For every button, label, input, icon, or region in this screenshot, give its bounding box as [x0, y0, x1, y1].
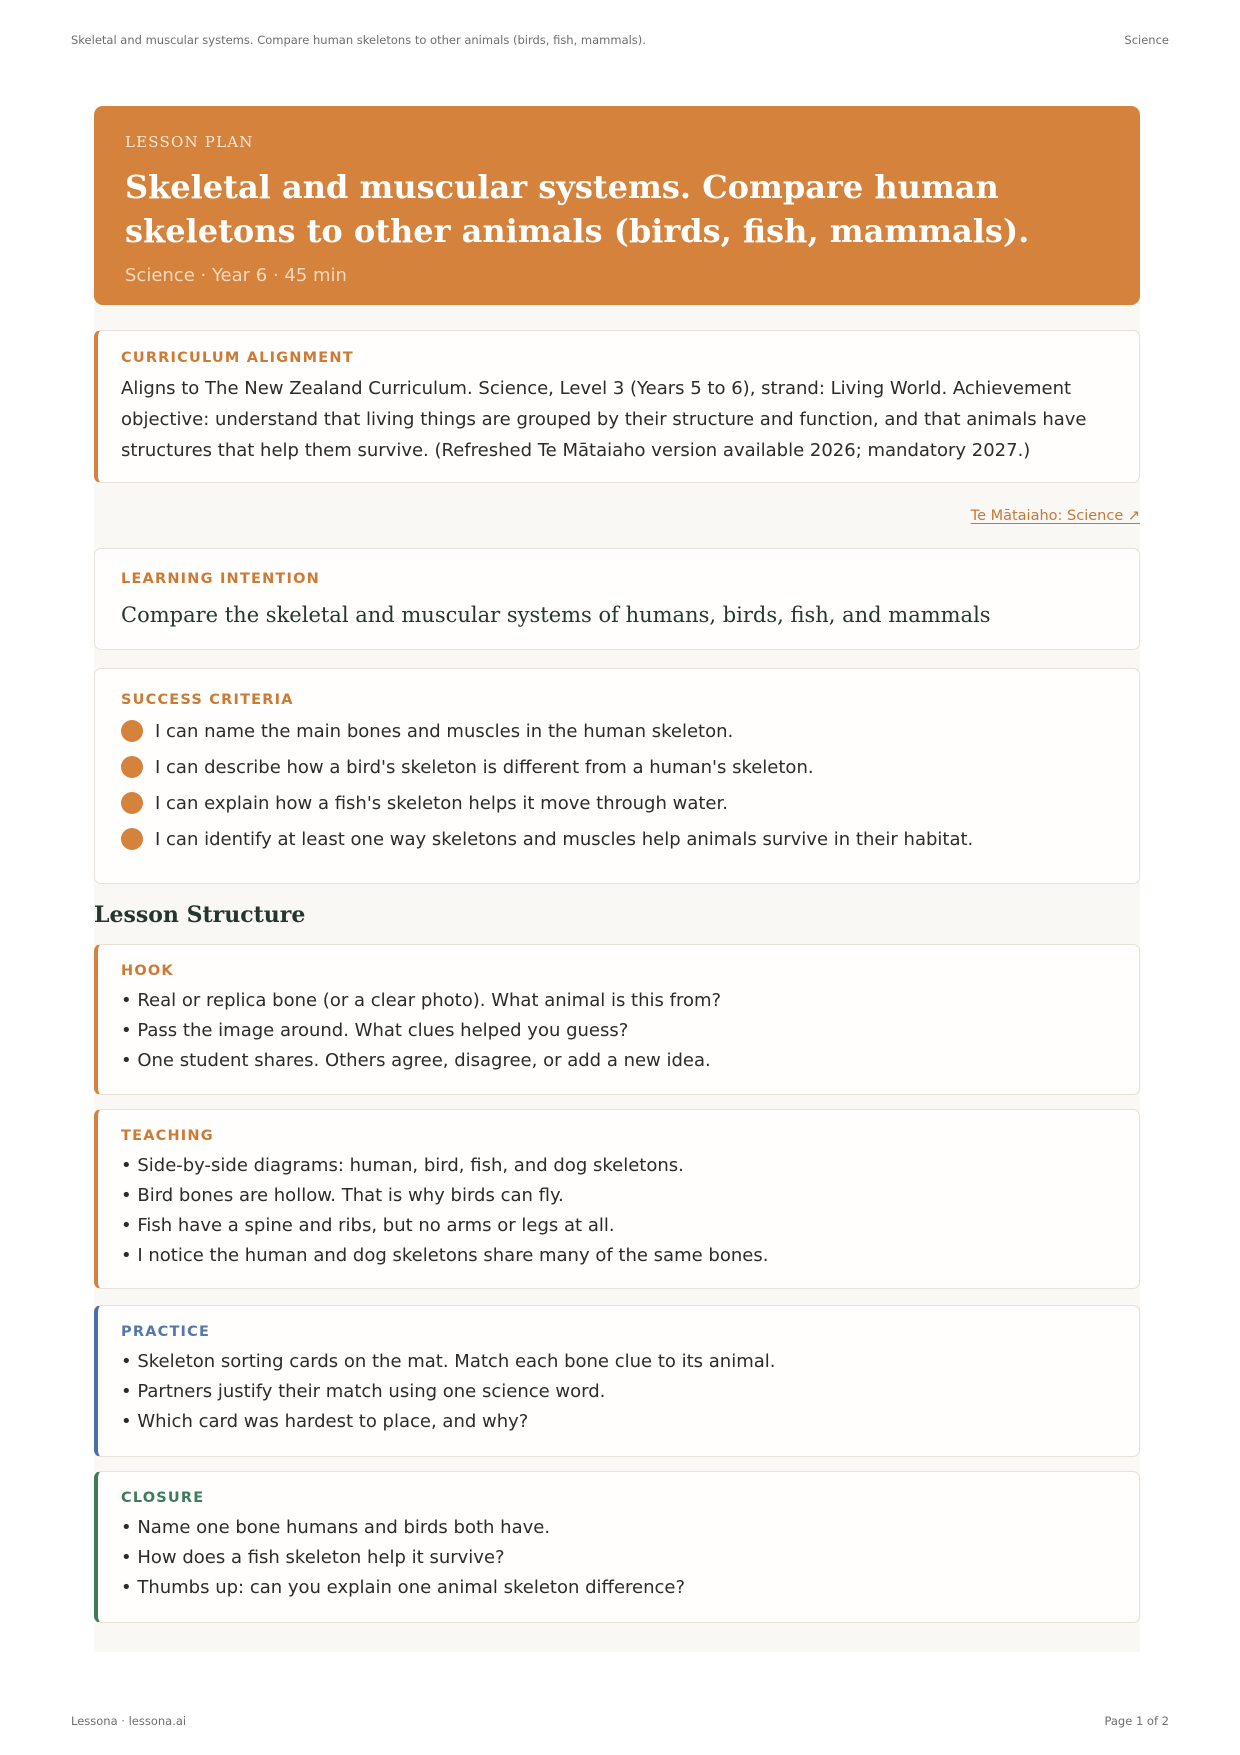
criterion-bullet-icon [121, 828, 143, 850]
lesson-meta: Science · Year 6 · 45 min [125, 265, 347, 286]
criterion-bullet-icon [121, 720, 143, 742]
success-criteria-card [94, 668, 1140, 884]
closure-label: CLOSURE [121, 1490, 205, 1506]
running-header [71, 33, 1169, 49]
running-header-subject: Science [1124, 33, 1169, 47]
practice-list [121, 1347, 1113, 1437]
success-criterion [121, 785, 1113, 821]
learning-intention-card [94, 548, 1140, 650]
practice-item: • Partners justify their match using one science word. [121, 1381, 606, 1402]
hook-card [94, 944, 1140, 1095]
te-mataiaho-science-link[interactable]: Te Mātaiaho: Science ↗ [970, 508, 1140, 524]
criterion-text: I can identify at least one way skeletons and muscles help animals survive in their habitat. [155, 828, 974, 850]
closure-item: • Thumbs up: can you explain one animal skeleton difference? [121, 1577, 686, 1598]
learning-intention-label: LEARNING INTENTION [121, 571, 320, 587]
criterion-text: I can explain how a fish's skeleton helps it move through water. [155, 792, 728, 814]
criterion-text: I can name the main bones and muscles in the human skeleton. [155, 720, 734, 742]
teaching-list [121, 1151, 1113, 1271]
running-header-title: Skeletal and muscular systems. Compare human skeletons to other animals (birds, fish, mammals). [71, 33, 646, 47]
teaching-item: • Fish have a spine and ribs, but no arms or legs at all. [121, 1215, 615, 1236]
lesson-title: Skeletal and muscular systems. Compare human skeletons to other animals (birds, fish, mammals). [125, 168, 1030, 250]
footer-page-number: Page 1 of 2 [1104, 1714, 1169, 1728]
teaching-item: • Side-by-side diagrams: human, bird, fish, and dog skeletons. [121, 1155, 684, 1176]
success-criterion [121, 713, 1113, 749]
practice-item: • Which card was hardest to place, and why? [121, 1411, 529, 1432]
hook-label: HOOK [121, 963, 174, 979]
criterion-bullet-icon [121, 756, 143, 778]
success-criteria-list [121, 713, 1113, 857]
teaching-item: • I notice the human and dog skeletons share many of the same bones. [121, 1245, 769, 1266]
practice-card [94, 1305, 1140, 1457]
teaching-item: • Bird bones are hollow. That is why birds can fly. [121, 1185, 564, 1206]
curriculum-alignment-text: Aligns to The New Zealand Curriculum. Science, Level 3 (Years 5 to 6), strand: Living World. Achievement objective: understand that living things are grouped by their structure and function, and that animals have structures that help them survive. (Refreshed Te Mātaiaho version available 2026; mandatory 2027.) [121, 378, 1087, 461]
teaching-label: TEACHING [121, 1128, 214, 1144]
hook-list [121, 986, 1113, 1076]
practice-label: PRACTICE [121, 1324, 211, 1340]
closure-list [121, 1513, 1113, 1603]
curriculum-alignment-card [94, 330, 1140, 483]
success-criterion [121, 821, 1113, 857]
hook-item: • Pass the image around. What clues helped you guess? [121, 1020, 629, 1041]
hero-eyebrow: LESSON PLAN [125, 133, 254, 151]
hook-item: • One student shares. Others agree, disagree, or add a new idea. [121, 1050, 711, 1071]
hook-item: • Real or replica bone (or a clear photo). What animal is this from? [121, 990, 722, 1011]
lesson-hero-banner [94, 106, 1140, 305]
curriculum-alignment-label: CURRICULUM ALIGNMENT [121, 350, 354, 366]
running-footer [71, 1714, 1169, 1730]
closure-item: • How does a fish skeleton help it survive? [121, 1547, 505, 1568]
lesson-structure-heading: Lesson Structure [94, 902, 306, 928]
success-criteria-label: SUCCESS CRITERIA [121, 692, 294, 708]
footer-brand: Lessona · lessona.ai [71, 1714, 187, 1728]
practice-item: • Skeleton sorting cards on the mat. Match each bone clue to its animal. [121, 1351, 776, 1372]
teaching-card [94, 1109, 1140, 1289]
closure-item: • Name one bone humans and birds both have. [121, 1517, 551, 1538]
success-criterion [121, 749, 1113, 785]
learning-intention-text: Compare the skeletal and muscular systems of humans, birds, fish, and mammals [121, 603, 991, 627]
criterion-bullet-icon [121, 792, 143, 814]
closure-card [94, 1471, 1140, 1623]
criterion-text: I can describe how a bird's skeleton is different from a human's skeleton. [155, 756, 814, 778]
